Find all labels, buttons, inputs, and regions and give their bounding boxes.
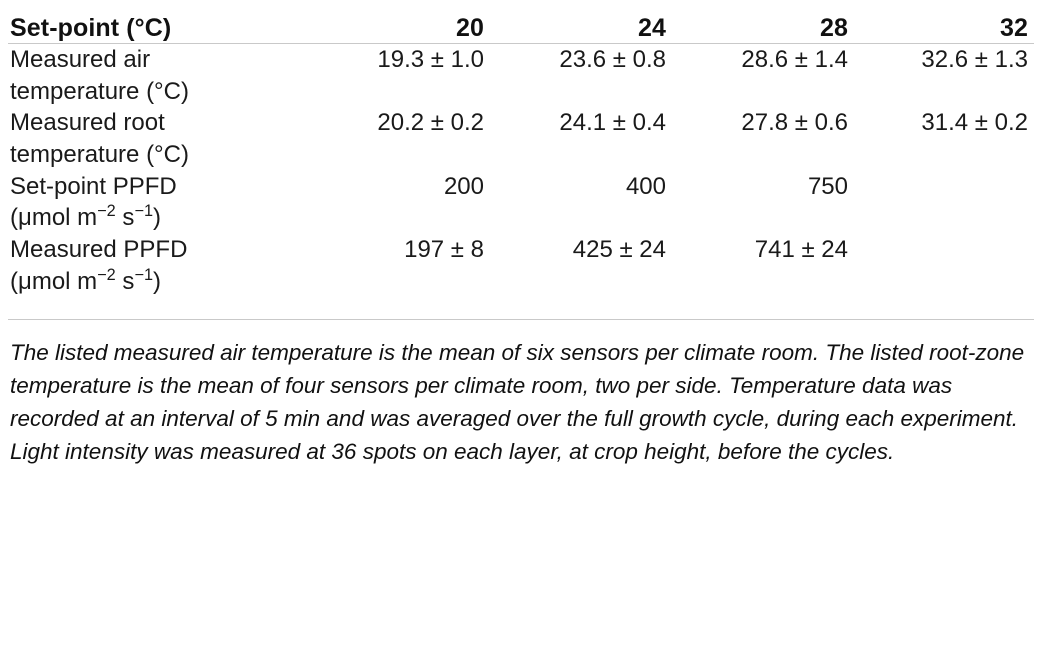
row-label-line1: Measured PPFD [10, 236, 188, 264]
row-label-line2 [10, 266, 298, 298]
header-col-24: 24 [637, 14, 666, 42]
unit-exponent: −2 [97, 202, 116, 221]
row-label-line1: Measured air [10, 46, 151, 73]
cell-value: 31.4 ± 0.2 [921, 109, 1028, 137]
table-header-row [8, 14, 1034, 44]
cell-value: 28.6 ± 1.4 [741, 46, 848, 73]
cell-value [854, 234, 1034, 313]
cell-value: 750 [807, 172, 848, 200]
row-label-line2: temperature (°C) [10, 77, 189, 105]
cell-value: 425 ± 24 [572, 236, 666, 264]
cell-value: 27.8 ± 0.6 [741, 109, 848, 137]
row-label-measured-root-temperature [8, 107, 308, 170]
header-col-28: 28 [819, 14, 848, 42]
table-row [8, 107, 1034, 170]
cell-value: 741 ± 24 [754, 236, 848, 264]
unit-exponent: −1 [134, 202, 154, 221]
unit-mid: s [115, 204, 135, 232]
cell-value: 19.3 ± 1.0 [377, 46, 484, 73]
cell-value: 32.6 ± 1.3 [921, 46, 1028, 73]
table-body [8, 44, 1034, 314]
unit-exponent: −1 [134, 265, 154, 284]
cell-value: 197 ± 8 [404, 236, 484, 264]
cell-value: 200 [443, 172, 484, 200]
table-row [8, 234, 1034, 313]
row-label-measured-air-temperature [8, 44, 308, 108]
table-row [8, 44, 1034, 108]
unit-suffix: ) [153, 267, 162, 295]
header-col-20: 20 [455, 14, 484, 42]
cell-value: 23.6 ± 0.8 [559, 46, 666, 73]
cell-value: 400 [625, 172, 666, 200]
row-label-line1: Set-point PPFD [10, 172, 177, 200]
unit-prefix: (μmol m [10, 204, 98, 232]
unit-prefix: (μmol m [10, 267, 98, 295]
cell-value: 20.2 ± 0.2 [377, 109, 484, 137]
header-row-label: Set-point (°C) [10, 14, 172, 42]
row-label-line1: Measured root [10, 109, 165, 137]
row-label-measured-ppfd [8, 234, 308, 313]
unit-exponent: −2 [97, 265, 116, 284]
table-caption: The listed measured air temperature is the mean of six sensors per climate room. The listed root-zone temperature is the mean of four sensors per climate room, two per side. Temperature data was recorded at an interval of 5 min and was averaged over the full growth cycle, during each experiment. Light intensity was measured at 36 spots on each layer, at crop height, before the cycles. [10, 340, 1025, 464]
table-header [8, 14, 1034, 44]
cell-value [854, 171, 1034, 234]
cell-value: 24.1 ± 0.4 [559, 109, 666, 137]
table-bottom-rule [8, 319, 1034, 320]
row-label-line2 [10, 202, 298, 234]
climate-parameters-table [8, 14, 1034, 313]
header-col-32: 32 [999, 14, 1028, 42]
unit-suffix: ) [153, 204, 162, 232]
unit-mid: s [115, 267, 135, 295]
row-label-setpoint-ppfd [8, 171, 308, 234]
row-label-line2: temperature (°C) [10, 141, 189, 169]
table-row [8, 171, 1034, 234]
